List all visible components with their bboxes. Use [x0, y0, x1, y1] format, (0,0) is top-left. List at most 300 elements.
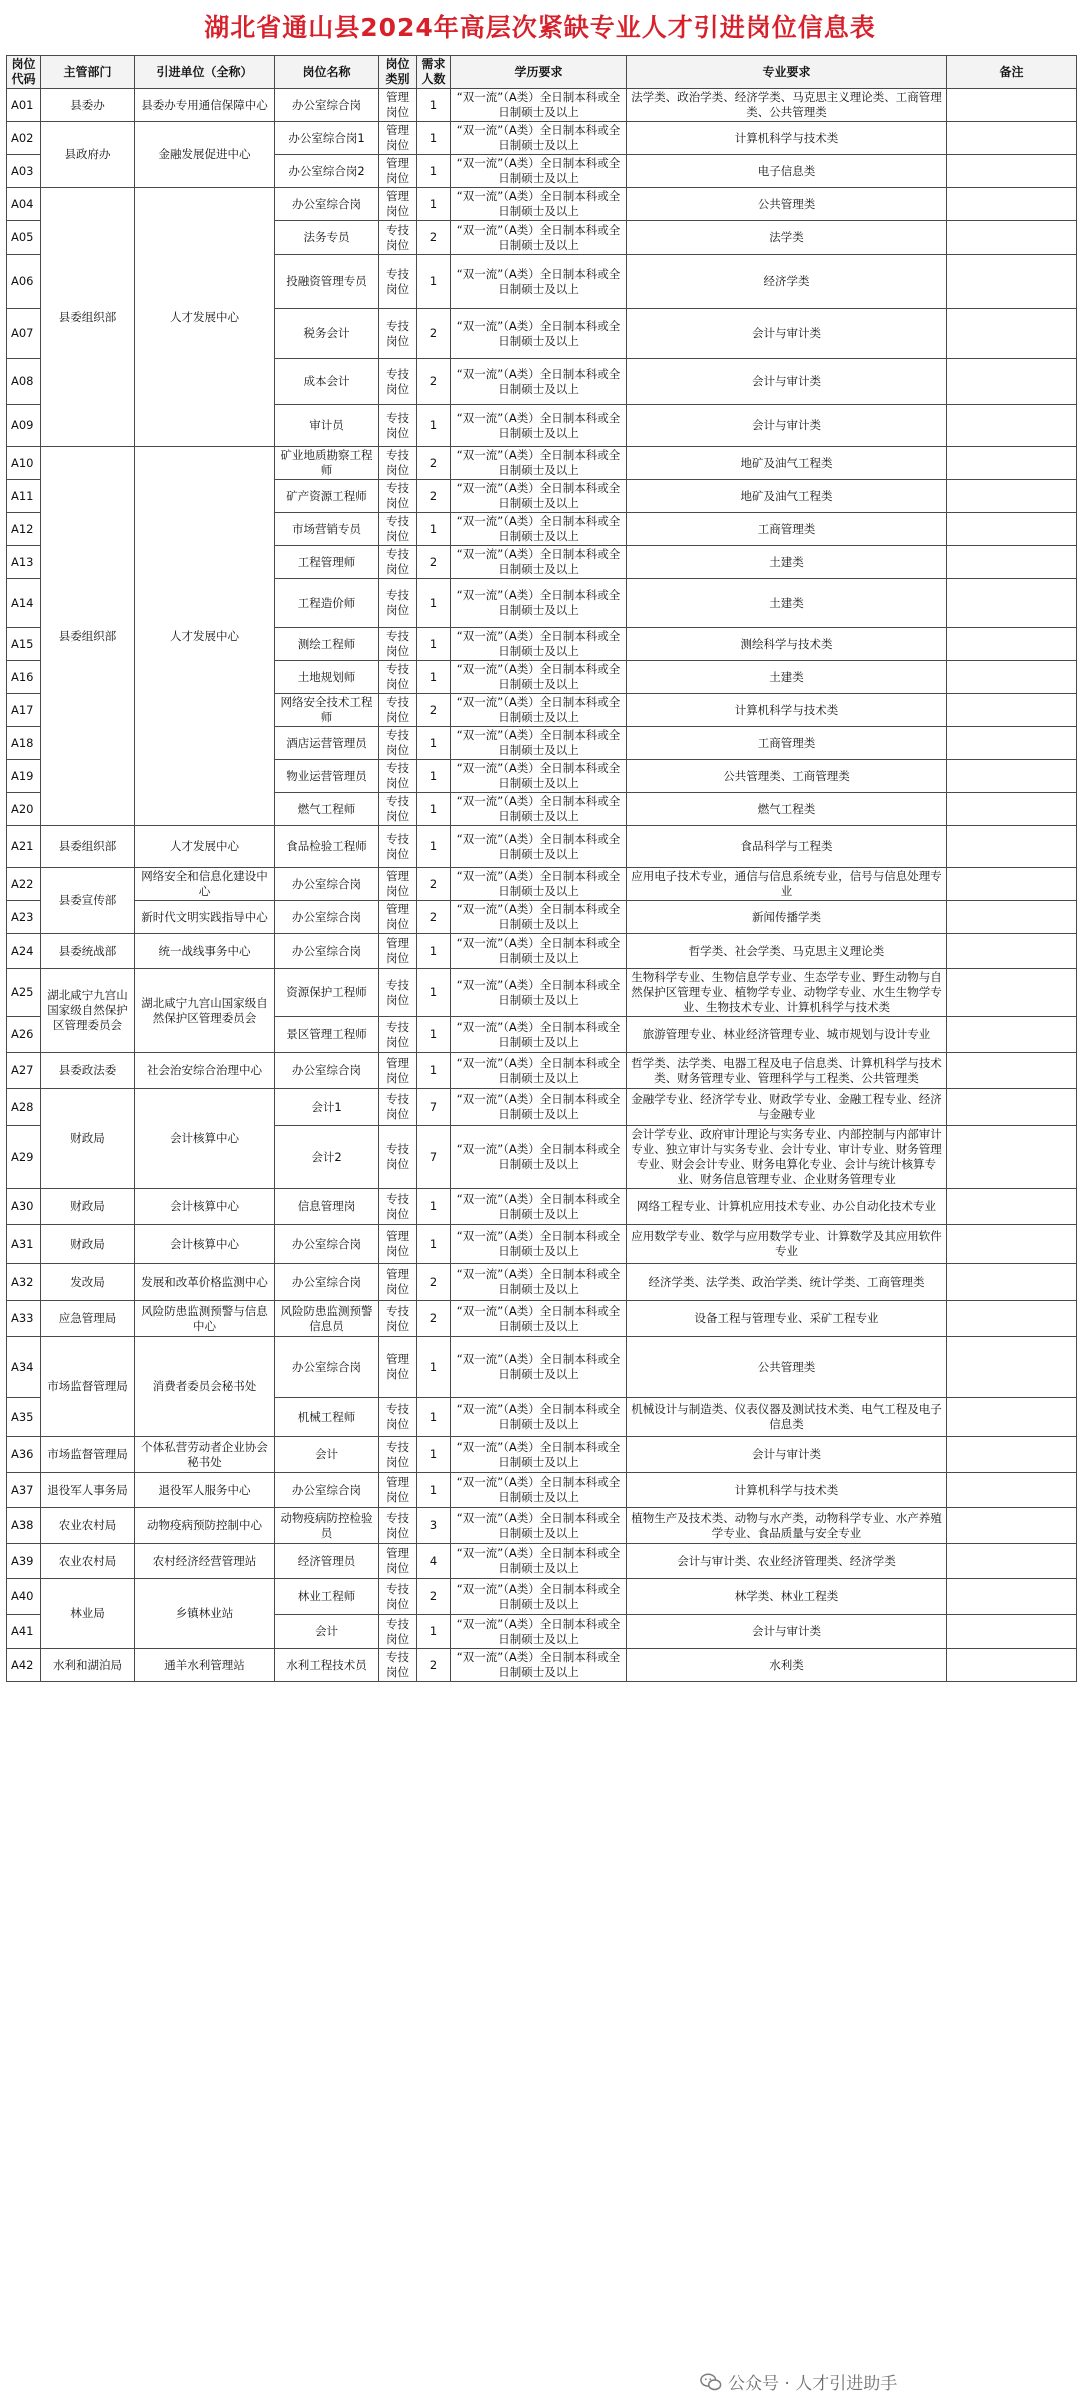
- job-name: 办公室综合岗1: [275, 122, 379, 155]
- header-cat: 岗位类别: [379, 56, 417, 89]
- education-requirement: “双一流”（A类）全日制本科或全日制硕士及以上: [451, 447, 627, 480]
- hiring-unit: 发展和改革价格监测中心: [135, 1264, 275, 1301]
- header-code: 岗位代码: [7, 56, 41, 89]
- headcount: 1: [417, 760, 451, 793]
- remark: [947, 1398, 1077, 1437]
- job-category: 专技岗位: [379, 359, 417, 405]
- education-requirement: “双一流”（A类）全日制本科或全日制硕士及以上: [451, 1337, 627, 1398]
- headcount: 2: [417, 1264, 451, 1301]
- remark: [947, 901, 1077, 934]
- education-requirement: “双一流”（A类）全日制本科或全日制硕士及以上: [451, 309, 627, 359]
- table-row: [7, 122, 1077, 155]
- job-code: A32: [7, 1264, 41, 1301]
- job-code: A11: [7, 480, 41, 513]
- department: 财政局: [41, 1089, 135, 1189]
- job-name: 食品检验工程师: [275, 826, 379, 868]
- job-category: 专技岗位: [379, 1508, 417, 1544]
- major-requirement: 经济学类、法学类、政治学类、统计学类、工商管理类: [627, 1264, 947, 1301]
- job-name: 税务会计: [275, 309, 379, 359]
- education-requirement: “双一流”（A类）全日制本科或全日制硕士及以上: [451, 868, 627, 901]
- headcount: 1: [417, 1189, 451, 1225]
- job-name: 工程造价师: [275, 579, 379, 628]
- headcount: 1: [417, 513, 451, 546]
- table-row: [7, 1437, 1077, 1473]
- hiring-unit: 会计核算中心: [135, 1089, 275, 1189]
- hiring-unit: 网络安全和信息化建设中心: [135, 868, 275, 901]
- job-name: 办公室综合岗: [275, 1053, 379, 1089]
- education-requirement: “双一流”（A类）全日制本科或全日制硕士及以上: [451, 1017, 627, 1053]
- remark: [947, 1053, 1077, 1089]
- job-name: 办公室综合岗: [275, 934, 379, 969]
- education-requirement: “双一流”（A类）全日制本科或全日制硕士及以上: [451, 1053, 627, 1089]
- headcount: 1: [417, 1225, 451, 1264]
- department: 财政局: [41, 1225, 135, 1264]
- education-requirement: “双一流”（A类）全日制本科或全日制硕士及以上: [451, 661, 627, 694]
- job-category: 专技岗位: [379, 826, 417, 868]
- job-code: A07: [7, 309, 41, 359]
- major-requirement: 法学类、政治学类、经济学类、马克思主义理论类、工商管理类、公共管理类: [627, 89, 947, 122]
- job-category: 专技岗位: [379, 579, 417, 628]
- hiring-unit: 通羊水利管理站: [135, 1649, 275, 1682]
- major-requirement: 计算机科学与技术类: [627, 122, 947, 155]
- remark: [947, 1189, 1077, 1225]
- job-category: 专技岗位: [379, 628, 417, 661]
- job-name: 林业工程师: [275, 1579, 379, 1615]
- table-row: [7, 1264, 1077, 1301]
- department: 县委组织部: [41, 447, 135, 826]
- headcount: 3: [417, 1508, 451, 1544]
- education-requirement: “双一流”（A类）全日制本科或全日制硕士及以上: [451, 793, 627, 826]
- remark: [947, 1615, 1077, 1649]
- education-requirement: “双一流”（A类）全日制本科或全日制硕士及以上: [451, 628, 627, 661]
- remark: [947, 221, 1077, 255]
- job-name: 审计员: [275, 405, 379, 447]
- table-row: [7, 826, 1077, 868]
- job-category: 管理岗位: [379, 934, 417, 969]
- major-requirement: 会计与审计类: [627, 1437, 947, 1473]
- watermark: [700, 2369, 897, 2394]
- major-requirement: 公共管理类、工商管理类: [627, 760, 947, 793]
- education-requirement: “双一流”（A类）全日制本科或全日制硕士及以上: [451, 188, 627, 221]
- table-row: [7, 188, 1077, 221]
- job-code: A37: [7, 1473, 41, 1508]
- education-requirement: “双一流”（A类）全日制本科或全日制硕士及以上: [451, 901, 627, 934]
- department: 市场监督管理局: [41, 1337, 135, 1437]
- major-requirement: 公共管理类: [627, 188, 947, 221]
- job-category: 专技岗位: [379, 447, 417, 480]
- remark: [947, 760, 1077, 793]
- job-category: 专技岗位: [379, 793, 417, 826]
- job-category: 管理岗位: [379, 155, 417, 188]
- table-row: [7, 1189, 1077, 1225]
- major-requirement: 公共管理类: [627, 1337, 947, 1398]
- job-category: 专技岗位: [379, 405, 417, 447]
- job-name: 成本会计: [275, 359, 379, 405]
- job-category: 专技岗位: [379, 255, 417, 309]
- remark: [947, 868, 1077, 901]
- hiring-unit: 县委办专用通信保障中心: [135, 89, 275, 122]
- education-requirement: “双一流”（A类）全日制本科或全日制硕士及以上: [451, 1089, 627, 1126]
- job-name: 会计: [275, 1615, 379, 1649]
- job-category: 管理岗位: [379, 1264, 417, 1301]
- department: 湖北咸宁九宫山国家级自然保护区管理委员会: [41, 969, 135, 1053]
- headcount: 2: [417, 901, 451, 934]
- major-requirement: 会计与审计类: [627, 309, 947, 359]
- remark: [947, 1649, 1077, 1682]
- headcount: 2: [417, 1579, 451, 1615]
- major-requirement: 设备工程与管理专业、采矿工程专业: [627, 1301, 947, 1337]
- job-category: 管理岗位: [379, 1225, 417, 1264]
- major-requirement: 会计与审计类: [627, 1615, 947, 1649]
- job-category: 专技岗位: [379, 1189, 417, 1225]
- major-requirement: 应用数学专业、数学与应用数学专业、计算数学及其应用软件专业: [627, 1225, 947, 1264]
- headcount: 1: [417, 89, 451, 122]
- headcount: 1: [417, 934, 451, 969]
- job-code: A14: [7, 579, 41, 628]
- job-code: A23: [7, 901, 41, 934]
- major-requirement: 土建类: [627, 546, 947, 579]
- watermark-text: 公众号 · 人才引进助手: [728, 2374, 898, 2394]
- department: 县委统战部: [41, 934, 135, 969]
- hiring-unit: 社会治安综合治理中心: [135, 1053, 275, 1089]
- headcount: 1: [417, 1473, 451, 1508]
- remark: [947, 934, 1077, 969]
- job-category: 管理岗位: [379, 1544, 417, 1579]
- job-code: A13: [7, 546, 41, 579]
- education-requirement: “双一流”（A类）全日制本科或全日制硕士及以上: [451, 1301, 627, 1337]
- headcount: 2: [417, 546, 451, 579]
- job-category: 管理岗位: [379, 901, 417, 934]
- headcount: 1: [417, 579, 451, 628]
- major-requirement: 食品科学与工程类: [627, 826, 947, 868]
- hiring-unit: 会计核算中心: [135, 1189, 275, 1225]
- job-code: A26: [7, 1017, 41, 1053]
- remark: [947, 1473, 1077, 1508]
- job-category: 专技岗位: [379, 1579, 417, 1615]
- header-major: 专业要求: [627, 56, 947, 89]
- job-category: 管理岗位: [379, 122, 417, 155]
- job-code: A35: [7, 1398, 41, 1437]
- remark: [947, 359, 1077, 405]
- table-row: [7, 1089, 1077, 1126]
- job-code: A19: [7, 760, 41, 793]
- major-requirement: 经济学类: [627, 255, 947, 309]
- department: 财政局: [41, 1189, 135, 1225]
- remark: [947, 1437, 1077, 1473]
- job-info-table: [6, 55, 1077, 1682]
- job-code: A42: [7, 1649, 41, 1682]
- education-requirement: “双一流”（A类）全日制本科或全日制硕士及以上: [451, 934, 627, 969]
- job-code: A15: [7, 628, 41, 661]
- remark: [947, 1264, 1077, 1301]
- headcount: 2: [417, 1649, 451, 1682]
- major-requirement: 机械设计与制造类、仪表仪器及测试技术类、电气工程及电子信息类: [627, 1398, 947, 1437]
- job-name: 会计: [275, 1437, 379, 1473]
- remark: [947, 1089, 1077, 1126]
- hiring-unit: 人才发展中心: [135, 826, 275, 868]
- major-requirement: 林学类、林业工程类: [627, 1579, 947, 1615]
- headcount: 1: [417, 405, 451, 447]
- major-requirement: 土建类: [627, 579, 947, 628]
- education-requirement: “双一流”（A类）全日制本科或全日制硕士及以上: [451, 1126, 627, 1189]
- table-header-row: [7, 56, 1077, 89]
- department: 县委办: [41, 89, 135, 122]
- job-code: A05: [7, 221, 41, 255]
- job-category: 管理岗位: [379, 868, 417, 901]
- education-requirement: “双一流”（A类）全日制本科或全日制硕士及以上: [451, 513, 627, 546]
- job-category: 专技岗位: [379, 1017, 417, 1053]
- major-requirement: 会计与审计类: [627, 359, 947, 405]
- headcount: 1: [417, 155, 451, 188]
- table-row: [7, 901, 1077, 934]
- job-name: 办公室综合岗: [275, 1225, 379, 1264]
- job-code: A12: [7, 513, 41, 546]
- education-requirement: “双一流”（A类）全日制本科或全日制硕士及以上: [451, 405, 627, 447]
- major-requirement: 网络工程专业、计算机应用技术专业、办公自动化技术专业: [627, 1189, 947, 1225]
- remark: [947, 122, 1077, 155]
- job-code: A38: [7, 1508, 41, 1544]
- job-name: 矿产资源工程师: [275, 480, 379, 513]
- department: 县委宣传部: [41, 868, 135, 934]
- job-code: A06: [7, 255, 41, 309]
- remark: [947, 255, 1077, 309]
- job-name: 办公室综合岗2: [275, 155, 379, 188]
- job-category: 专技岗位: [379, 480, 417, 513]
- header-remark: 备注: [947, 56, 1077, 89]
- remark: [947, 480, 1077, 513]
- education-requirement: “双一流”（A类）全日制本科或全日制硕士及以上: [451, 89, 627, 122]
- job-category: 专技岗位: [379, 661, 417, 694]
- remark: [947, 1508, 1077, 1544]
- job-code: A30: [7, 1189, 41, 1225]
- job-name: 测绘工程师: [275, 628, 379, 661]
- job-code: A41: [7, 1615, 41, 1649]
- remark: [947, 1337, 1077, 1398]
- job-code: A34: [7, 1337, 41, 1398]
- education-requirement: “双一流”（A类）全日制本科或全日制硕士及以上: [451, 480, 627, 513]
- job-name: 法务专员: [275, 221, 379, 255]
- major-requirement: 植物生产及技术类、动物与水产类，动物科学专业、水产养殖学专业、食品质量与安全专业: [627, 1508, 947, 1544]
- headcount: 1: [417, 1615, 451, 1649]
- table-row: [7, 89, 1077, 122]
- major-requirement: 生物科学专业、生物信息学专业、生态学专业、野生动物与自然保护区管理专业、植物学专业、动物学专业、水生生物学专业、生物技术专业、计算机科学与技术类: [627, 969, 947, 1017]
- job-name: 会计1: [275, 1089, 379, 1126]
- hiring-unit: 消费者委员会秘书处: [135, 1337, 275, 1437]
- hiring-unit: 湖北咸宁九宫山国家级自然保护区管理委员会: [135, 969, 275, 1053]
- job-code: A28: [7, 1089, 41, 1126]
- table-row: [7, 1649, 1077, 1682]
- remark: [947, 188, 1077, 221]
- job-name: 资源保护工程师: [275, 969, 379, 1017]
- remark: [947, 513, 1077, 546]
- job-name: 动物疫病防控检验员: [275, 1508, 379, 1544]
- headcount: 2: [417, 359, 451, 405]
- headcount: 4: [417, 1544, 451, 1579]
- remark: [947, 155, 1077, 188]
- education-requirement: “双一流”（A类）全日制本科或全日制硕士及以上: [451, 359, 627, 405]
- major-requirement: 燃气工程类: [627, 793, 947, 826]
- job-code: A39: [7, 1544, 41, 1579]
- job-name: 办公室综合岗: [275, 868, 379, 901]
- remark: [947, 661, 1077, 694]
- job-name: 工程管理师: [275, 546, 379, 579]
- job-name: 办公室综合岗: [275, 1337, 379, 1398]
- remark: [947, 1544, 1077, 1579]
- department: 退役军人事务局: [41, 1473, 135, 1508]
- major-requirement: 会计与审计类: [627, 405, 947, 447]
- job-name: 会计2: [275, 1126, 379, 1189]
- remark: [947, 1126, 1077, 1189]
- hiring-unit: 会计核算中心: [135, 1225, 275, 1264]
- job-code: A21: [7, 826, 41, 868]
- headcount: 1: [417, 122, 451, 155]
- major-requirement: 法学类: [627, 221, 947, 255]
- hiring-unit: 退役军人服务中心: [135, 1473, 275, 1508]
- job-name: 土地规划师: [275, 661, 379, 694]
- job-name: 机械工程师: [275, 1398, 379, 1437]
- headcount: 1: [417, 1437, 451, 1473]
- department: 县政府办: [41, 122, 135, 188]
- major-requirement: 电子信息类: [627, 155, 947, 188]
- major-requirement: 地矿及油气工程类: [627, 447, 947, 480]
- department: 农业农村局: [41, 1544, 135, 1579]
- major-requirement: 地矿及油气工程类: [627, 480, 947, 513]
- job-category: 管理岗位: [379, 1473, 417, 1508]
- job-name: 信息管理岗: [275, 1189, 379, 1225]
- headcount: 1: [417, 826, 451, 868]
- job-category: 专技岗位: [379, 1089, 417, 1126]
- hiring-unit: 农村经济经营管理站: [135, 1544, 275, 1579]
- headcount: 7: [417, 1089, 451, 1126]
- header-dept: 主管部门: [41, 56, 135, 89]
- job-code: A17: [7, 694, 41, 727]
- remark: [947, 727, 1077, 760]
- education-requirement: “双一流”（A类）全日制本科或全日制硕士及以上: [451, 122, 627, 155]
- education-requirement: “双一流”（A类）全日制本科或全日制硕士及以上: [451, 1189, 627, 1225]
- education-requirement: “双一流”（A类）全日制本科或全日制硕士及以上: [451, 1615, 627, 1649]
- remark: [947, 89, 1077, 122]
- job-category: 专技岗位: [379, 694, 417, 727]
- job-category: 专技岗位: [379, 309, 417, 359]
- job-category: 专技岗位: [379, 513, 417, 546]
- education-requirement: “双一流”（A类）全日制本科或全日制硕士及以上: [451, 1473, 627, 1508]
- job-code: A03: [7, 155, 41, 188]
- job-name: 市场营销专员: [275, 513, 379, 546]
- hiring-unit: 新时代文明实践指导中心: [135, 901, 275, 934]
- department: 林业局: [41, 1579, 135, 1649]
- job-name: 办公室综合岗: [275, 1473, 379, 1508]
- job-name: 办公室综合岗: [275, 1264, 379, 1301]
- headcount: 2: [417, 1301, 451, 1337]
- header-unit: 引进单位（全称）: [135, 56, 275, 89]
- headcount: 1: [417, 793, 451, 826]
- table-row: [7, 1508, 1077, 1544]
- job-code: A08: [7, 359, 41, 405]
- headcount: 1: [417, 661, 451, 694]
- headcount: 2: [417, 221, 451, 255]
- hiring-unit: 乡镇林业站: [135, 1579, 275, 1649]
- department: 发改局: [41, 1264, 135, 1301]
- job-code: A36: [7, 1437, 41, 1473]
- table-row: [7, 1053, 1077, 1089]
- headcount: 1: [417, 1053, 451, 1089]
- job-name: 物业运营管理员: [275, 760, 379, 793]
- job-code: A16: [7, 661, 41, 694]
- job-code: A24: [7, 934, 41, 969]
- table-row: [7, 868, 1077, 901]
- job-code: A02: [7, 122, 41, 155]
- table-row: [7, 1301, 1077, 1337]
- education-requirement: “双一流”（A类）全日制本科或全日制硕士及以上: [451, 760, 627, 793]
- education-requirement: “双一流”（A类）全日制本科或全日制硕士及以上: [451, 969, 627, 1017]
- hiring-unit: 金融发展促进中心: [135, 122, 275, 188]
- job-category: 专技岗位: [379, 760, 417, 793]
- job-name: 水利工程技术员: [275, 1649, 379, 1682]
- major-requirement: 会计与审计类、农业经济管理类、经济学类: [627, 1544, 947, 1579]
- job-category: 管理岗位: [379, 1053, 417, 1089]
- headcount: 1: [417, 1337, 451, 1398]
- hiring-unit: 人才发展中心: [135, 188, 275, 447]
- job-name: 投融资管理专员: [275, 255, 379, 309]
- major-requirement: 哲学类、社会学类、马克思主义理论类: [627, 934, 947, 969]
- remark: [947, 1017, 1077, 1053]
- headcount: 2: [417, 868, 451, 901]
- job-code: A29: [7, 1126, 41, 1189]
- job-category: 专技岗位: [379, 546, 417, 579]
- department: 市场监督管理局: [41, 1437, 135, 1473]
- education-requirement: “双一流”（A类）全日制本科或全日制硕士及以上: [451, 155, 627, 188]
- job-name: 矿业地质勘察工程师: [275, 447, 379, 480]
- department: 农业农村局: [41, 1508, 135, 1544]
- hiring-unit: 动物疫病预防控制中心: [135, 1508, 275, 1544]
- header-num: 需求人数: [417, 56, 451, 89]
- header-name: 岗位名称: [275, 56, 379, 89]
- education-requirement: “双一流”（A类）全日制本科或全日制硕士及以上: [451, 1508, 627, 1544]
- job-category: 专技岗位: [379, 1615, 417, 1649]
- table-row: [7, 1337, 1077, 1398]
- education-requirement: “双一流”（A类）全日制本科或全日制硕士及以上: [451, 1579, 627, 1615]
- remark: [947, 447, 1077, 480]
- major-requirement: 工商管理类: [627, 513, 947, 546]
- job-category: 管理岗位: [379, 1337, 417, 1398]
- remark: [947, 793, 1077, 826]
- headcount: 1: [417, 969, 451, 1017]
- headcount: 1: [417, 255, 451, 309]
- table-row: [7, 1544, 1077, 1579]
- remark: [947, 309, 1077, 359]
- remark: [947, 628, 1077, 661]
- hiring-unit: 风险防患监测预警与信息中心: [135, 1301, 275, 1337]
- job-name: 酒店运营管理员: [275, 727, 379, 760]
- education-requirement: “双一流”（A类）全日制本科或全日制硕士及以上: [451, 1398, 627, 1437]
- job-code: A18: [7, 727, 41, 760]
- education-requirement: “双一流”（A类）全日制本科或全日制硕士及以上: [451, 1544, 627, 1579]
- job-category: 管理岗位: [379, 89, 417, 122]
- education-requirement: “双一流”（A类）全日制本科或全日制硕士及以上: [451, 1649, 627, 1682]
- department: 水利和湖泊局: [41, 1649, 135, 1682]
- job-name: 网络安全技术工程师: [275, 694, 379, 727]
- job-name: 燃气工程师: [275, 793, 379, 826]
- job-category: 专技岗位: [379, 969, 417, 1017]
- major-requirement: 新闻传播学类: [627, 901, 947, 934]
- header-edu: 学历要求: [451, 56, 627, 89]
- education-requirement: “双一流”（A类）全日制本科或全日制硕士及以上: [451, 727, 627, 760]
- major-requirement: 哲学类、法学类、电器工程及电子信息类、计算机科学与技术类、财务管理专业、管理科学与工程类、公共管理类: [627, 1053, 947, 1089]
- job-name: 风险防患监测预警信息员: [275, 1301, 379, 1337]
- headcount: 1: [417, 1398, 451, 1437]
- remark: [947, 826, 1077, 868]
- major-requirement: 金融学专业、经济学专业、财政学专业、金融工程专业、经济与金融专业: [627, 1089, 947, 1126]
